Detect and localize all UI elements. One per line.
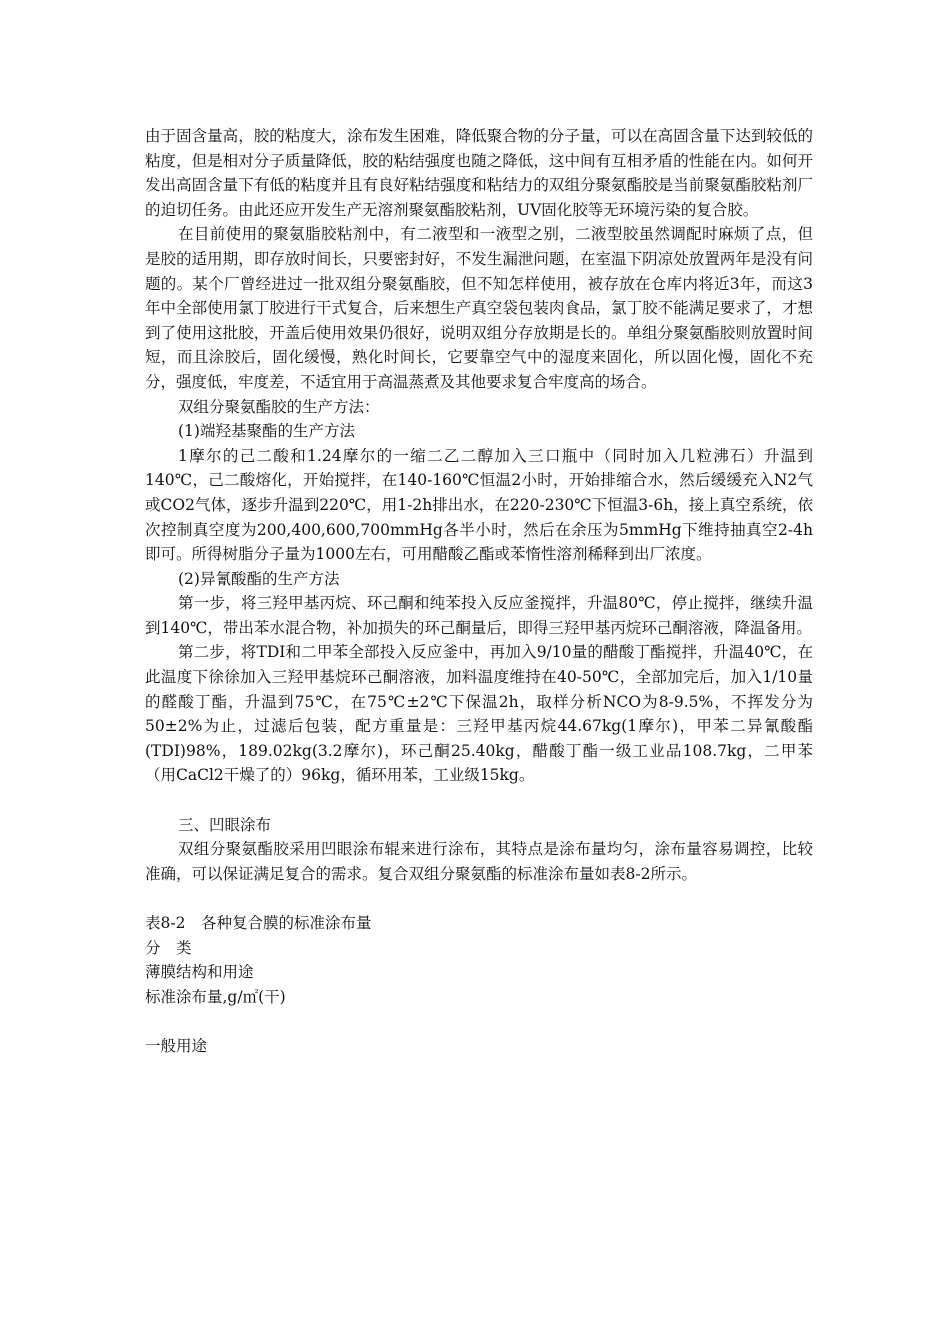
table-caption: 表8-2 各种复合膜的标准涂布量 [145, 914, 372, 932]
blank-line [145, 886, 813, 911]
paragraph-production-methods-heading: 双组分聚氨酯胶的生产方法： [178, 397, 380, 416]
paragraph-solid-content: 由于固含量高，胶的粘度大，涂布发生困难，降低聚合物的分子量，可以在高固含量下达到较低的粘度，但是相对分子质量降低，胶的粘结强度也随之降低，这中间有互相矛盾的性能在内。如何开发出高固含量下有低的粘度并且有良好粘结强度和粘结力的双组分聚氨酯胶是当前聚氨酯胶粘剂厂的迫切任务。由此还应开发生产无溶剂聚氨酯胶粘剂，UV固化胶等无环境污染的复合胶。 [145, 127, 813, 219]
paragraph-two-component-vs-one: 在目前使用的聚氨脂胶粘剂中，有二液型和一液型之别，二液型胶虽然调配时麻烦了点，但是胶的适用期，即存放时间长，只要密封好，不发生漏泄问题，在室温下阴凉处放置两年是没有问题的。某个厂曾经进过一批双组分聚氨酯胶，但不知怎样使用，被存放在仓库内将近3年，而这3年中全部使用氯丁胶进行干式复合，后来想生产真空袋包装肉食品，氯丁胶不能满足要求了，才想到了使用这批胶，开盖后使用效果仍很好，说明双组分存放期是长的。单组分聚氨酯胶则放置时间短，而且涂胶后，固化缓慢，熟化时间长，它要靠空气中的湿度来固化，所以固化慢，固化不充分，强度低，牢度差，不适宜用于高温蒸煮及其他要求复合牢度高的场合。 [145, 225, 813, 391]
section-heading-gravure-coating: 三、凹眼涂布 [178, 815, 272, 834]
table-header-category: 分 类 [145, 938, 192, 957]
paragraph-polyester-method-heading: (1)端羟基聚酯的生产方法 [178, 422, 355, 441]
paragraph-isocyanate-method-heading: (2)异氰酸酯的生产方法 [178, 569, 340, 588]
paragraph-step-one: 第一步，将三羟甲基丙烷、环己酮和纯苯投入反应釜搅拌，升温80℃，停止搅拌，继续升温到140℃，带出苯水混合物，补加损失的环己酮量后，即得三羟甲基丙烷环己酮溶液，降温备用。 [145, 594, 813, 637]
paragraph-polyester-procedure: 1摩尔的己二酸和1.24摩尔的一缩二乙二醇加入三口瓶中（同时加入几粒沸石）升温到140℃，己二酸熔化，开始搅拌，在140-160℃恒温2小时，开始排缩合水，然后缓缓充入N2气或CO2气体，逐步升温到220℃，用1-2h排出水，在220-230℃下恒温3-6h，接上真空系统，依次控制真空度为200,400,600,700mmHg各半小时，然后在余压为5mmHg下维持抽真空2-4h即可。所得树脂分子量为1000左右，可用醋酸乙酯或苯惰性溶剂稀释到出厂浓度。 [145, 446, 813, 564]
document-page [145, 124, 813, 1059]
blank-line [145, 1009, 813, 1034]
paragraph-step-two: 第二步，将TDI和二甲苯全部投入反应釜中，再加入9/10量的醋酸丁酯搅拌，升温40℃，在此温度下徐徐加入三羟甲基烷环己酮溶液，加料温度维持在40-50℃，全部加完后，加入1/10量的醛酸丁酯，升温到75℃，在75℃±2℃下保温2h，取样分析NCO为8-9.5%，不挥发分为50±2%为止，过滤后包装，配方重量是：三羟甲基丙烷44.67kg(1摩尔)，甲苯二异氰酸酯(TDI)98%，189.02kg(3.2摩尔)，环己酮25.40kg，醋酸丁酯一级工业品108.7kg，二甲苯（用CaCl2干燥了的）96kg，循环用苯，工业级15kg。 [145, 643, 813, 785]
table-row-category: 一般用途 [145, 1036, 208, 1055]
table-header-structure: 薄膜结构和用途 [145, 963, 254, 982]
blank-line [145, 788, 813, 813]
coating-amount-table [145, 911, 813, 1059]
table-header-amount: 标准涂布量,g/㎡(干) [145, 987, 286, 1006]
paragraph-gravure-coating: 双组分聚氨酯胶采用凹眼涂布辊来进行涂布，其特点是涂布量均匀，涂布量容易调控，比较准确，可以保证满足复合的需求。复合双组分聚氨酯的标准涂布量如表8-2所示。 [145, 840, 813, 883]
